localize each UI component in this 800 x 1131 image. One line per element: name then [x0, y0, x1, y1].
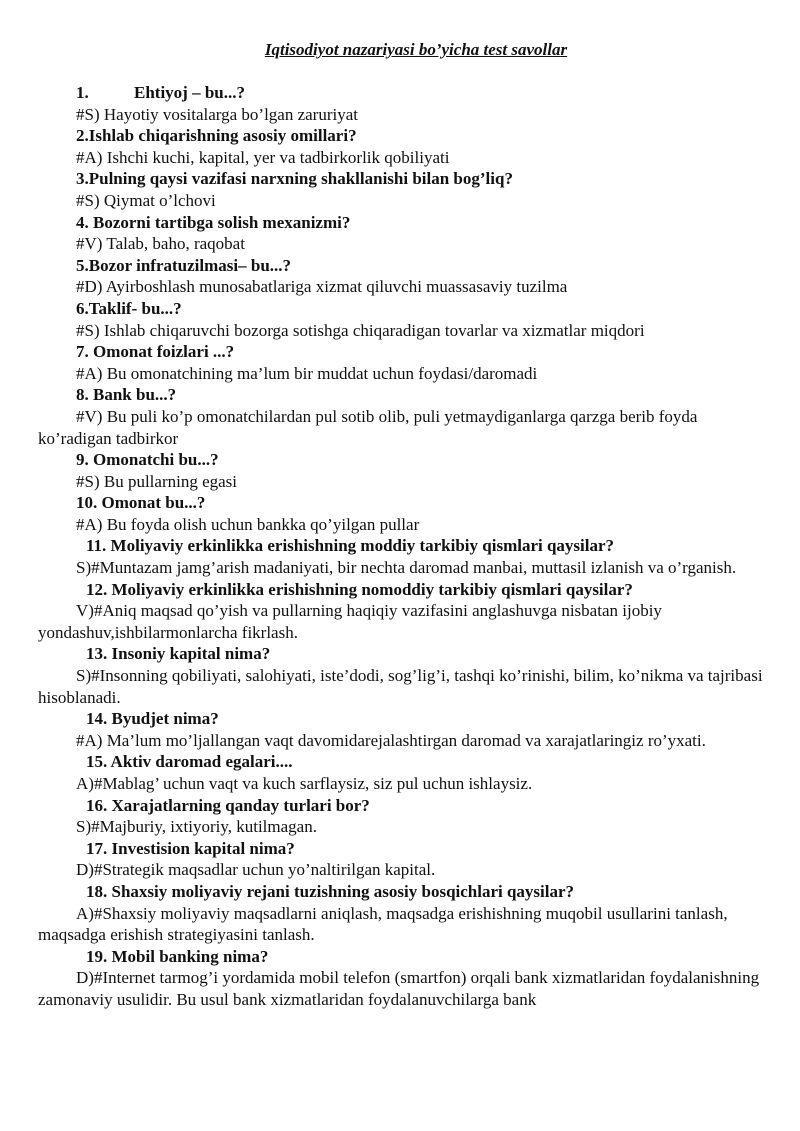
- question-18: 18. Shaxsiy moliyaviy rejani tuzishning asosiy bosqichlari qaysilar?: [86, 881, 575, 901]
- answer-6: #S) Ishlab chiqaruvchi bozorga sotishga chiqaradigan tovarlar va xizmatlar miqdori: [76, 320, 645, 340]
- answer-13: S)#Insonning qobiliyati, salohiyati, iste’dodi, sog’lig’i, tashqi ko’rinishi, bilim, ko’nikma va tajribasi hisoblanadi.: [38, 666, 763, 707]
- answer-16: S)#Majburiy, ixtiyoriy, kutilmagan.: [76, 817, 317, 837]
- question-list: [38, 82, 764, 1011]
- question-16: 16. Xarajatlarning qanday turlari bor?: [86, 795, 370, 815]
- question-10: 10. Omonat bu...?: [76, 493, 206, 513]
- answer-7: #A) Bu omonatchining ma’lum bir muddat uchun foydasi/daromadi: [76, 363, 538, 383]
- question-17: 17. Investision kapital nima?: [86, 838, 295, 858]
- question-1: [38, 82, 764, 104]
- answer-18: A)#Shaxsiy moliyaviy maqsadlarni aniqlash, maqsadga erishishning muqobil usullarini tanlash, maqsadga erishish strategiyasini tanlash.: [38, 903, 728, 945]
- answer-2: #A) Ishchi kuchi, kapital, yer va tadbirkorlik qobiliyati: [76, 147, 450, 167]
- question-4: 4. Bozorni tartibga solish mexanizmi?: [76, 212, 351, 232]
- answer-3: #S) Qiymat o’lchovi: [76, 190, 216, 210]
- question-8: 8. Bank bu...?: [76, 385, 177, 405]
- answer-9: #S) Bu pullarning egasi: [76, 471, 238, 491]
- document-title: Iqtisodiyot nazariyasi bo’yicha test savollar: [264, 40, 568, 59]
- answer-1: #S) Hayotiy vositalarga bo’lgan zaruriyat: [76, 104, 358, 124]
- answer-11: S)#Muntazam jamg’arish madaniyati, bir nechta daromad manbai, muttasil izlanish va o’rganish.: [76, 558, 737, 578]
- question-number: 1.: [76, 83, 89, 102]
- question-13: 13. Insoniy kapital nima?: [86, 644, 271, 664]
- question-2: 2.Ishlab chiqarishning asosiy omillari?: [76, 126, 357, 146]
- answer-15: A)#Mablag’ uchun vaqt va kuch sarflaysiz, siz pul uchun ishlaysiz.: [76, 774, 533, 793]
- question-3: 3.Pulning qaysi vazifasi narxning shakllanishi bilan bog’liq?: [76, 169, 513, 189]
- question-9: 9. Omonatchi bu...?: [76, 450, 219, 470]
- question-14: 14. Byudjet nima?: [86, 709, 219, 729]
- answer-14: #A) Ma’lum mo’ljallangan vaqt davomidarejalashtirgan daromad va xarajatlaringiz ro’yxati.: [76, 730, 706, 750]
- question-text: Ehtiyoj – bu...?: [134, 83, 245, 102]
- question-12: 12. Moliyaviy erkinlikka erishishning nomoddiy tarkibiy qismlari qaysilar?: [86, 579, 633, 599]
- answer-4: #V) Talab, baho, raqobat: [76, 234, 245, 254]
- question-6: 6.Taklif- bu...?: [76, 298, 182, 318]
- answer-12: V)#Aniq maqsad qo’yish va pullarning haqiqiy vazifasini anglashuvga nisbatan ijobiy yondashuv,ishbilarmonlarcha fikrlash.: [38, 601, 662, 642]
- question-11: 11. Moliyaviy erkinlikka erishishning moddiy tarkibiy qismlari qaysilar?: [86, 536, 615, 556]
- question-5: 5.Bozor infratuzilmasi– bu...?: [76, 255, 292, 275]
- answer-5: #D) Ayirboshlash munosabatlariga xizmat qiluvchi muassasaviy tuzilma: [76, 277, 568, 297]
- answer-10: #A) Bu foyda olish uchun bankka qo’yilgan pullar: [76, 514, 420, 534]
- question-15: 15. Aktiv daromad egalari....: [86, 752, 293, 772]
- answer-17: D)#Strategik maqsadlar uchun yo’naltirilgan kapital.: [76, 860, 436, 880]
- question-7: 7. Omonat foizlari ...?: [76, 342, 235, 362]
- answer-8: #V) Bu puli ko’p omonatchilardan pul sotib olib, puli yetmaydiganlarga qarzga berib foyda ko’radigan tadbirkor: [38, 406, 698, 448]
- question-19: 19. Mobil banking nima?: [86, 946, 269, 966]
- answer-19: D)#Internet tarmog’i yordamida mobil telefon (smartfon) orqali bank xizmatlaridan foydalanishning zamonaviy usulidir. Bu usul bank xizmatlaridan foydalanuvchilarga bank: [38, 968, 760, 1009]
